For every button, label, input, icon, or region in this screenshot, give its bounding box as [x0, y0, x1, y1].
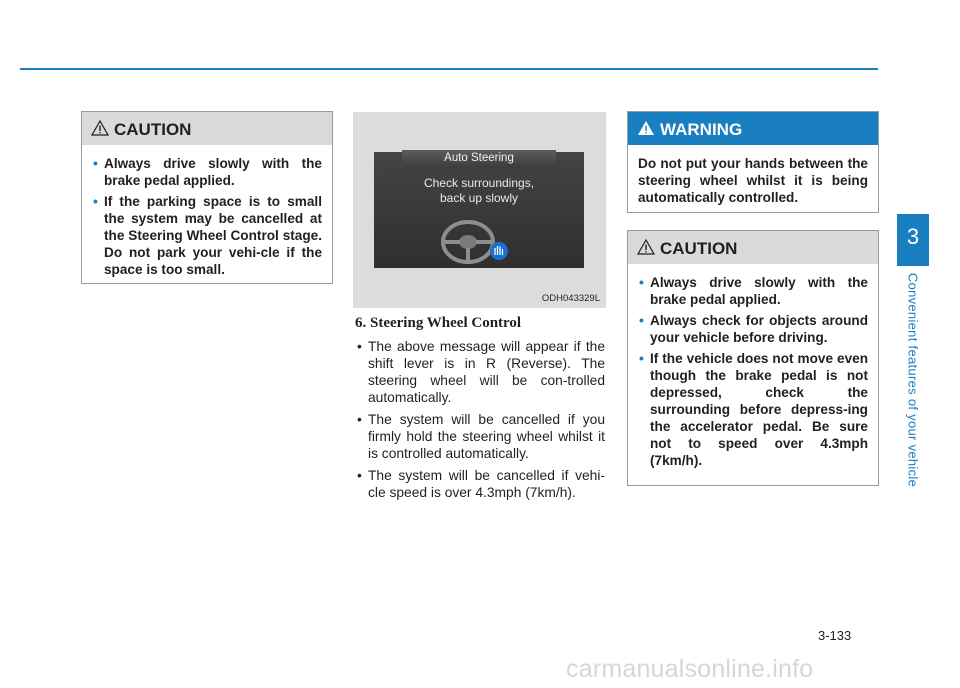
steering-wheel-icon — [434, 214, 514, 266]
warning-text: Do not put your hands between the steering wheel whilst it is being automatically controlled. — [638, 156, 868, 205]
caution-heading: CAUTION — [660, 239, 738, 258]
bullet-icon: • — [357, 468, 362, 483]
bullet-icon: • — [639, 350, 644, 366]
caution-item: • Always drive slowly with the brake pedal applied. — [639, 274, 868, 307]
watermark: carmanualsonline.info — [566, 655, 814, 683]
display-message-line2: back up slowly — [439, 191, 519, 205]
bullet-icon: • — [639, 312, 644, 328]
caution-header — [82, 112, 332, 145]
warning-triangle-icon — [91, 120, 109, 136]
list-item: • The above message will appear if the shift lever is in R (Reverse). The steering wheel will be con-trolled automatically. — [357, 339, 605, 405]
list-item: • The system will be cancelled if you firmly hold the steering wheel whilst it is controlled automatically. — [357, 412, 605, 461]
caution-item: • Always drive slowly with the brake pedal applied. — [93, 155, 322, 188]
bullet-icon: • — [93, 193, 98, 209]
caution-box-right — [627, 230, 879, 486]
warning-box — [627, 111, 879, 213]
bullet-icon: • — [357, 412, 362, 427]
section-list — [355, 338, 605, 506]
bullet-icon: • — [357, 339, 362, 354]
bullet-icon: • — [93, 155, 98, 171]
list-item: • The system will be cancelled if vehi-cle speed is over 4.3mph (7km/h). — [357, 468, 605, 500]
figure-code: ODH043329L — [541, 293, 600, 304]
cluster-display — [374, 152, 584, 268]
caution-item: • If the parking space is to small the system may be cancelled at the Steering Wheel Control stage. Do not park your vehi-cle if the space is too small. — [93, 193, 322, 277]
warning-header — [628, 112, 878, 145]
caution-item: • If the vehicle does not move even though the brake pedal is not depressed, check the surrounding before depress-ing the accelerator pedal. Be sure not to speed over 4.3mph (7km/h). — [639, 350, 868, 468]
bullet-icon: • — [639, 274, 644, 290]
warning-heading: WARNING — [660, 120, 743, 139]
chapter-tab — [897, 214, 929, 266]
chapter-number: 3 — [906, 224, 920, 249]
display-title: Auto Steering — [402, 150, 556, 168]
top-rule — [20, 68, 878, 70]
warning-triangle-icon — [637, 120, 655, 136]
caution-heading: CAUTION — [114, 120, 192, 139]
page-number: 3-133 — [818, 628, 852, 643]
display-message-line1: Check surroundings, — [423, 176, 535, 190]
section-title: 6. Steering Wheel Control — [355, 315, 522, 331]
caution-header — [628, 231, 878, 264]
caution-box-left — [81, 111, 333, 284]
caution-item: • Always check for objects around your vehicle before driving. — [639, 312, 868, 345]
warning-triangle-icon — [637, 239, 655, 255]
chapter-title: Convenient features of your vehicle — [905, 272, 921, 488]
cluster-figure — [353, 112, 606, 308]
